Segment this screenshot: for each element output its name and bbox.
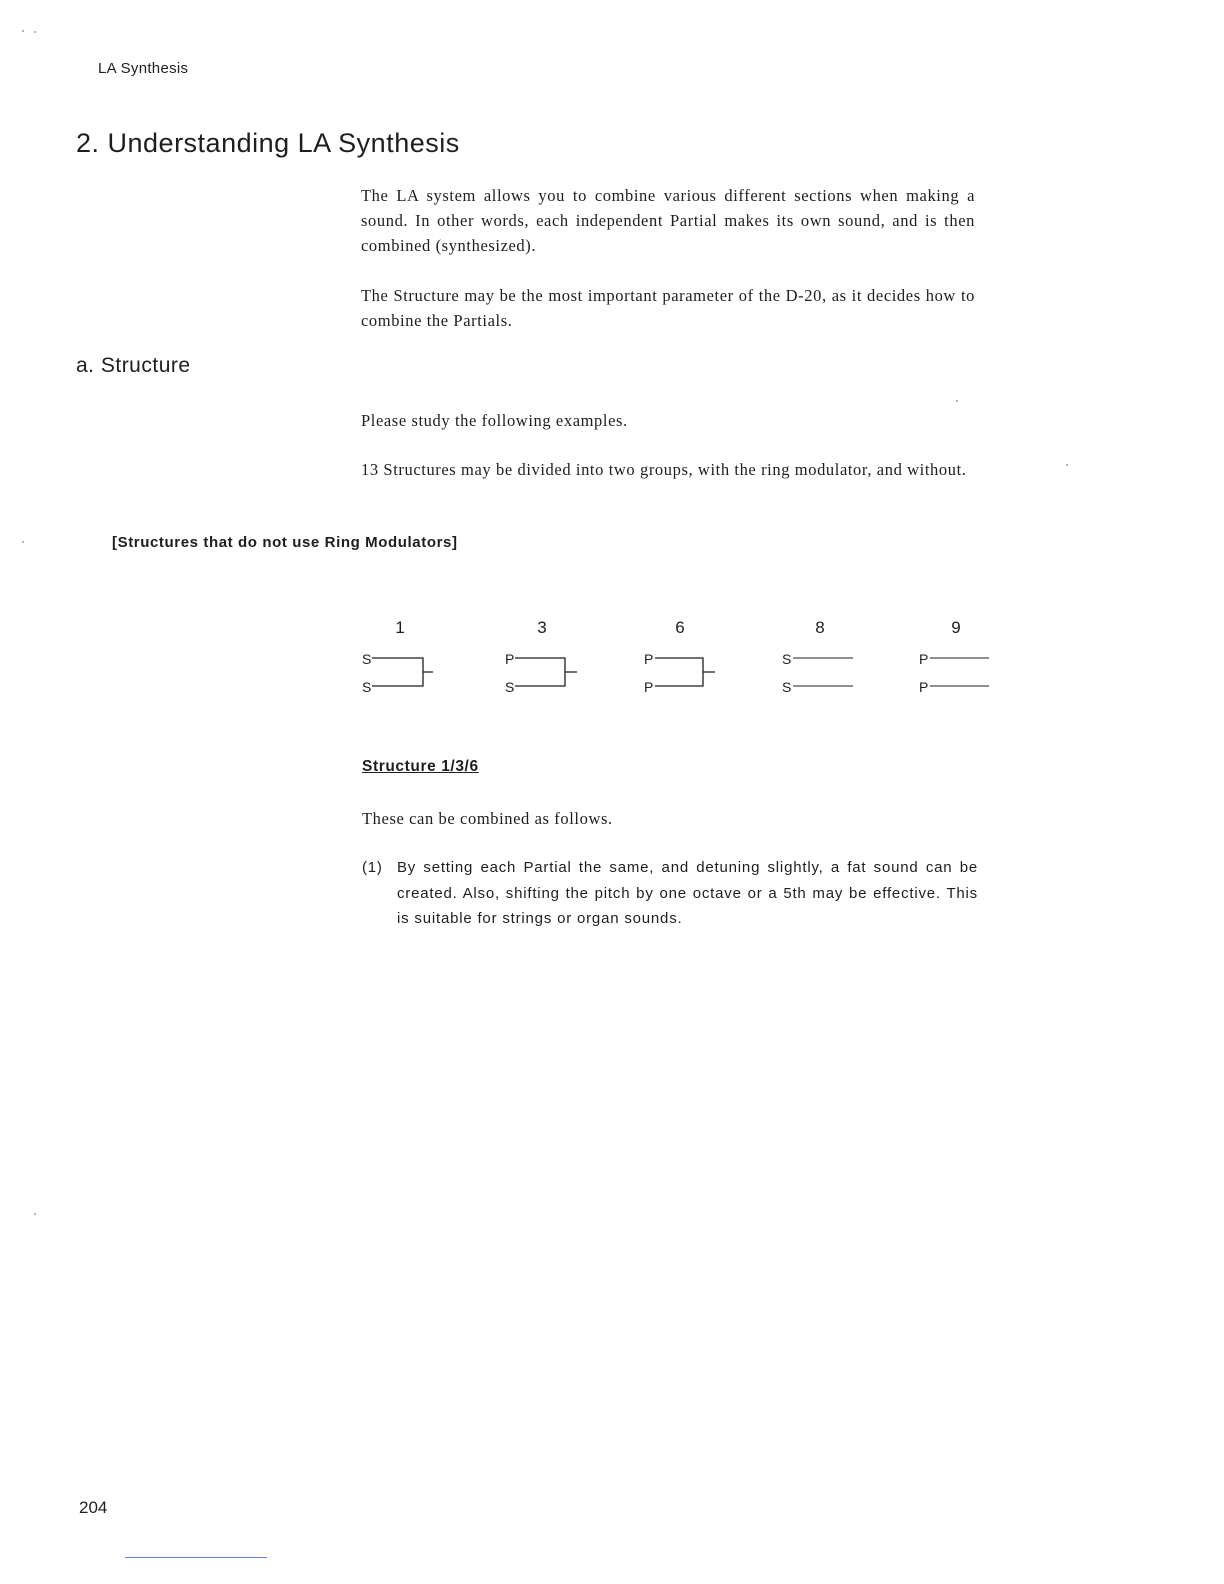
intro-paragraph-1: The LA system allows you to combine various different sections when making a sound. In other words, each independent Partial makes its own sound, and is then combined (synthesized). (361, 186, 975, 255)
running-header: LA Synthesis (98, 60, 189, 77)
structure-number: 3 (537, 618, 547, 637)
combine-bracket (372, 658, 433, 686)
intro-paragraph-2: The Structure may be the most important parameter of the D-20, as it decides how to combine the Partials. (361, 286, 975, 330)
structure-number: 8 (815, 618, 825, 637)
page-number: 204 (79, 1498, 108, 1517)
upper-partial-label: P (919, 651, 929, 667)
no-ring-modulator-heading: [Structures that do not use Ring Modulators] (112, 534, 458, 551)
scan-speck (34, 1213, 36, 1215)
structure-3 (505, 618, 577, 695)
scan-speck (34, 31, 36, 33)
upper-partial-label: S (782, 651, 792, 667)
structure-8 (782, 618, 853, 695)
scan-speck (1066, 464, 1068, 466)
structure-number: 9 (951, 618, 961, 637)
study-examples-paragraph: Please study the following examples. (361, 411, 628, 430)
partial-lines (793, 658, 853, 686)
footer-rule (125, 1557, 267, 1558)
lower-partial-label: S (782, 679, 792, 695)
structure-diagram (355, 600, 1005, 710)
scan-speck (22, 541, 24, 543)
structure-number: 1 (395, 618, 405, 637)
list-item (362, 855, 978, 932)
subsection-title: a. Structure (76, 354, 191, 377)
partial-lines (930, 658, 989, 686)
structure-1 (362, 618, 433, 695)
structure-136-intro: These can be combined as follows. (362, 809, 613, 828)
lower-partial-label: P (644, 679, 654, 695)
combine-bracket (515, 658, 577, 686)
lower-partial-label: S (362, 679, 372, 695)
upper-partial-label: P (644, 651, 654, 667)
structure-9 (919, 618, 989, 695)
combine-bracket (655, 658, 715, 686)
scan-speck (22, 30, 24, 32)
structure-6 (644, 618, 715, 695)
lower-partial-label: S (505, 679, 515, 695)
list-item-text: By setting each Partial the same, and detuning slightly, a fat sound can be created. Also, shifting the pitch by one octave or a 5th may be effective. This is suitable for strings or organ sounds. (397, 859, 978, 927)
upper-partial-label: P (505, 651, 515, 667)
lower-partial-label: P (919, 679, 929, 695)
structure-groups-paragraph: 13 Structures may be divided into two groups, with the ring modulator, and without. (361, 460, 967, 479)
structure-number: 6 (675, 618, 685, 637)
scan-speck (956, 400, 958, 402)
list-marker: (1) (362, 859, 383, 876)
upper-partial-label: S (362, 651, 372, 667)
section-title: 2. Understanding LA Synthesis (76, 128, 460, 158)
structure-136-heading: Structure 1/3/6 (362, 758, 479, 775)
